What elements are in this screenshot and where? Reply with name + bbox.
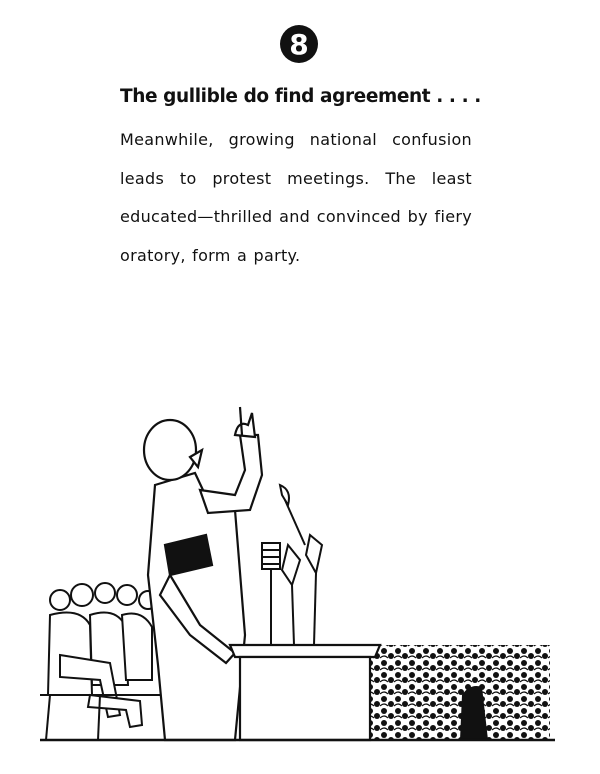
- microphones: [262, 485, 322, 645]
- headline: The gullible do find agreement . . . .: [120, 86, 481, 107]
- page-number-badge: 8: [280, 25, 318, 63]
- body-paragraph: Meanwhile, growing national confusion leads to protest meetings. The least educated—thrilled and convinced by fiery oratory, form a party.: [120, 130, 472, 265]
- orator-illustration: [30, 395, 570, 755]
- seated-audience-left: [40, 583, 160, 740]
- crowd-right: [370, 645, 550, 740]
- lectern: [230, 645, 380, 740]
